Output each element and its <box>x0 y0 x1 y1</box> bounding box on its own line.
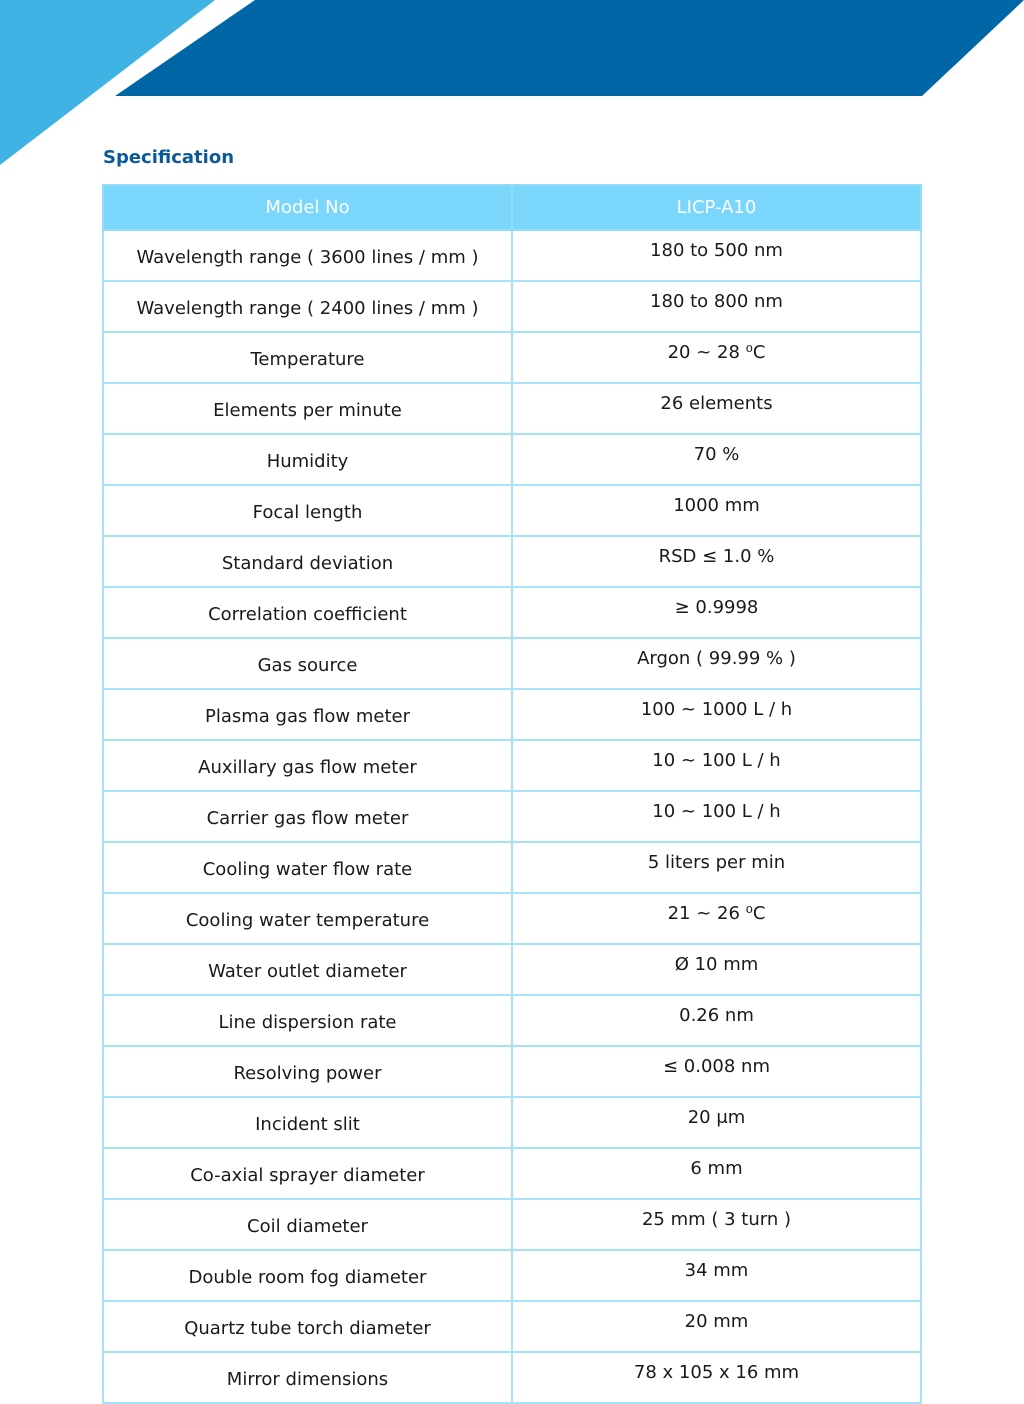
spec-value: 180 to 800 nm <box>512 281 921 332</box>
spec-label: Focal length <box>103 485 512 536</box>
table-row <box>103 587 921 638</box>
spec-value: 20 ~ 28 ⁰C <box>512 332 921 383</box>
spec-label: Quartz tube torch diameter <box>103 1301 512 1352</box>
spec-value: ≥ 0.9998 <box>512 587 921 638</box>
header-model-no: Model No <box>103 185 512 230</box>
spec-label: Incident slit <box>103 1097 512 1148</box>
table-row <box>103 536 921 587</box>
spec-value: 10 ~ 100 L / h <box>512 791 921 842</box>
table-row <box>103 842 921 893</box>
spec-value: Argon ( 99.99 % ) <box>512 638 921 689</box>
spec-label: Carrier gas flow meter <box>103 791 512 842</box>
table-row <box>103 638 921 689</box>
spec-label: Cooling water temperature <box>103 893 512 944</box>
spec-value: 26 elements <box>512 383 921 434</box>
table-row <box>103 434 921 485</box>
table-row <box>103 281 921 332</box>
spec-value: 34 mm <box>512 1250 921 1301</box>
spec-value: 5 liters per min <box>512 842 921 893</box>
spec-label: Auxillary gas flow meter <box>103 740 512 791</box>
spec-value: RSD ≤ 1.0 % <box>512 536 921 587</box>
table-row <box>103 995 921 1046</box>
table-row <box>103 791 921 842</box>
table-row <box>103 1148 921 1199</box>
spec-value: 21 ~ 26 ⁰C <box>512 893 921 944</box>
specification-table <box>102 184 922 1404</box>
header-banner-graphic <box>0 0 1024 170</box>
table-row <box>103 485 921 536</box>
table-row <box>103 383 921 434</box>
table-row <box>103 1250 921 1301</box>
spec-value: 25 mm ( 3 turn ) <box>512 1199 921 1250</box>
table-row <box>103 689 921 740</box>
spec-value: 70 % <box>512 434 921 485</box>
spec-label: Cooling water flow rate <box>103 842 512 893</box>
spec-label: Temperature <box>103 332 512 383</box>
table-row <box>103 944 921 995</box>
table-row <box>103 1199 921 1250</box>
table-header-row <box>103 185 921 230</box>
spec-value: Ø 10 mm <box>512 944 921 995</box>
spec-label: Standard deviation <box>103 536 512 587</box>
table-row <box>103 1046 921 1097</box>
table-row <box>103 332 921 383</box>
spec-value: ≤ 0.008 nm <box>512 1046 921 1097</box>
spec-value: 78 x 105 x 16 mm <box>512 1352 921 1403</box>
spec-label: Line dispersion rate <box>103 995 512 1046</box>
spec-label: Mirror dimensions <box>103 1352 512 1403</box>
spec-label: Wavelength range ( 3600 lines / mm ) <box>103 230 512 281</box>
spec-label: Humidity <box>103 434 512 485</box>
table-row <box>103 1352 921 1403</box>
spec-value: 180 to 500 nm <box>512 230 921 281</box>
dark-blue-band <box>115 0 1024 96</box>
spec-label: Plasma gas flow meter <box>103 689 512 740</box>
table-row <box>103 1097 921 1148</box>
header-model-value: LICP-A10 <box>512 185 921 230</box>
spec-label: Correlation coefficient <box>103 587 512 638</box>
spec-value: 20 mm <box>512 1301 921 1352</box>
spec-label: Co-axial sprayer diameter <box>103 1148 512 1199</box>
table-row <box>103 230 921 281</box>
spec-value: 10 ~ 100 L / h <box>512 740 921 791</box>
spec-label: Wavelength range ( 2400 lines / mm ) <box>103 281 512 332</box>
table-row <box>103 893 921 944</box>
spec-value: 0.26 nm <box>512 995 921 1046</box>
spec-label: Coil diameter <box>103 1199 512 1250</box>
spec-value: 6 mm <box>512 1148 921 1199</box>
section-title: Specification <box>103 147 235 168</box>
spec-label: Resolving power <box>103 1046 512 1097</box>
table-row <box>103 740 921 791</box>
spec-value: 1000 mm <box>512 485 921 536</box>
spec-label: Water outlet diameter <box>103 944 512 995</box>
table-row <box>103 1301 921 1352</box>
spec-label: Double room fog diameter <box>103 1250 512 1301</box>
spec-label: Elements per minute <box>103 383 512 434</box>
spec-value: 20 μm <box>512 1097 921 1148</box>
spec-value: 100 ~ 1000 L / h <box>512 689 921 740</box>
spec-label: Gas source <box>103 638 512 689</box>
